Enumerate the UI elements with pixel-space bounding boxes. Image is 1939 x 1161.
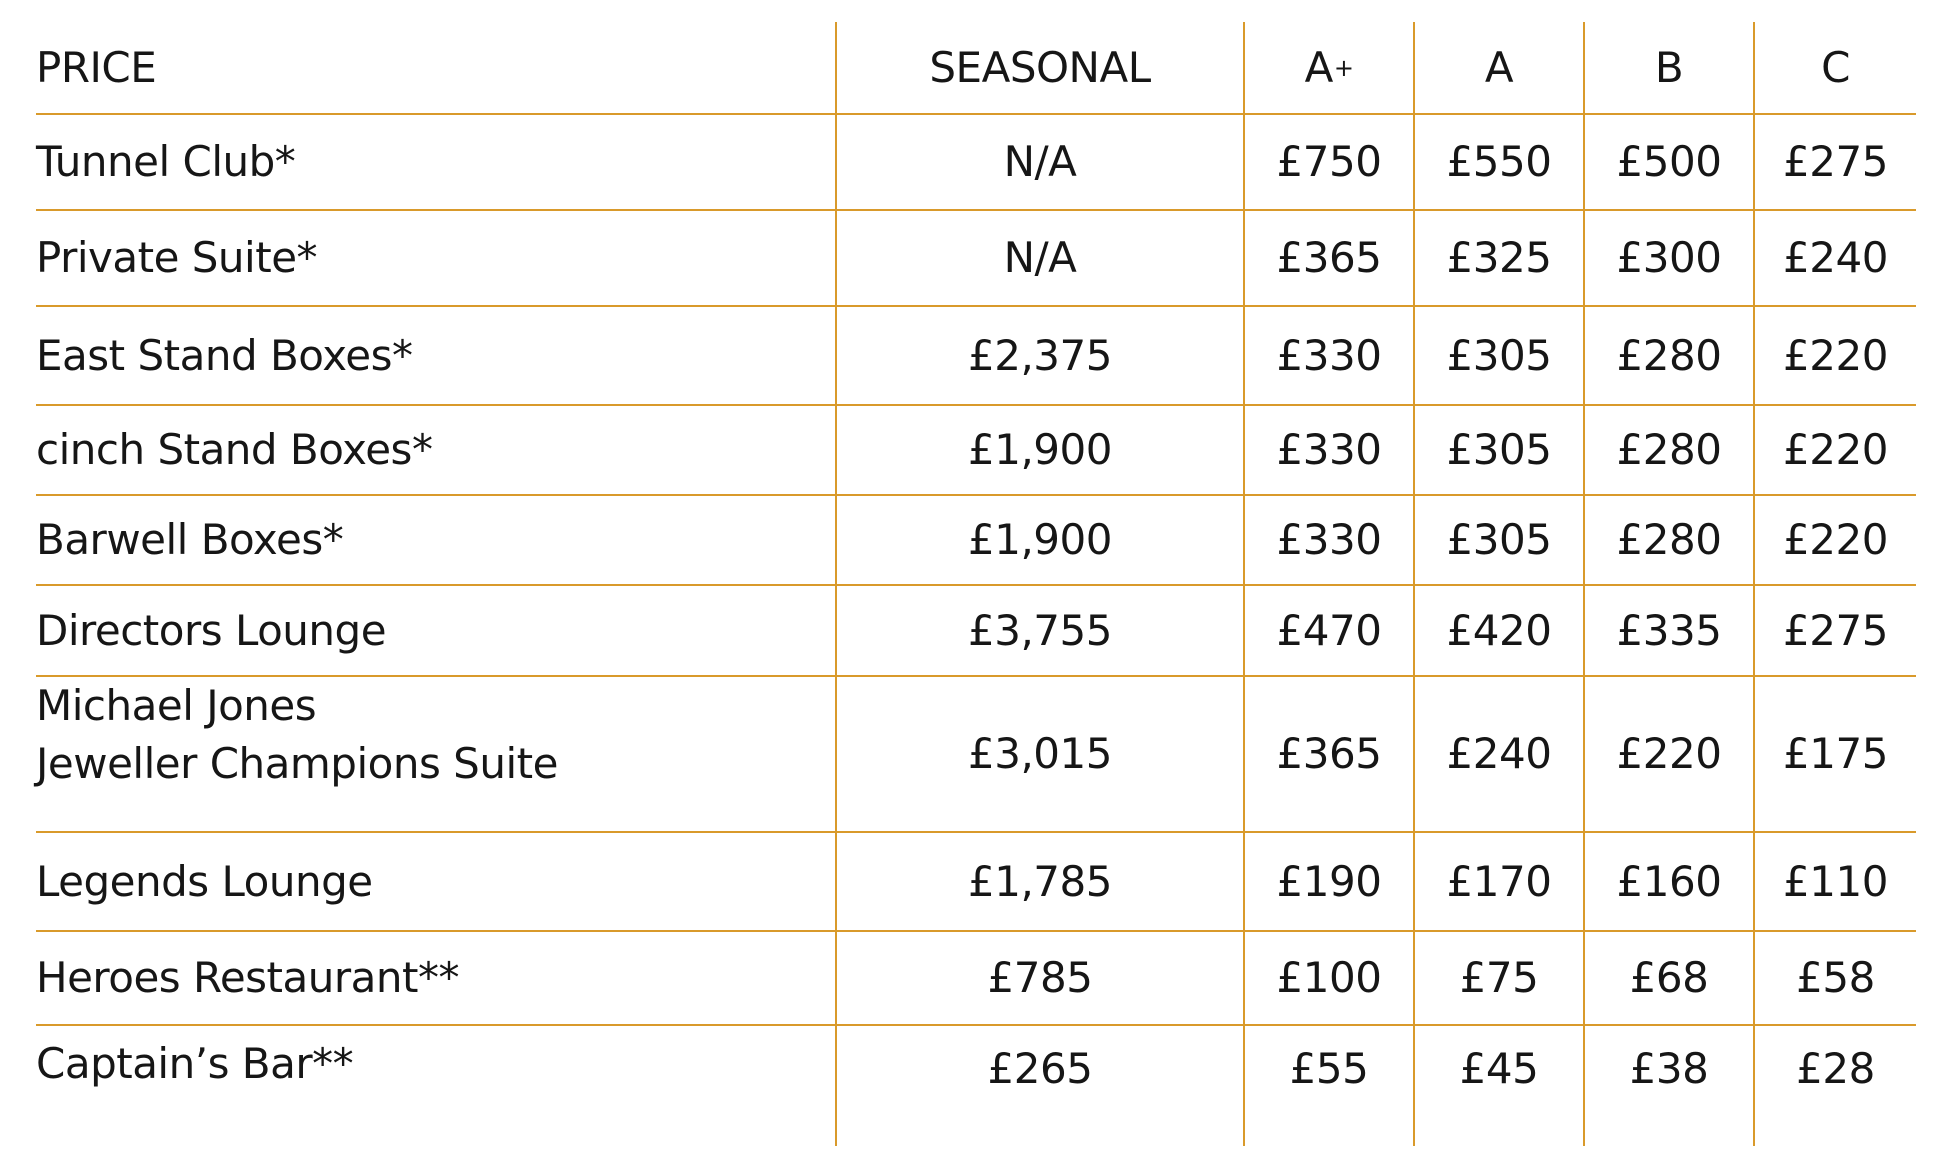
row-name: Barwell Boxes* — [36, 515, 344, 564]
a-price: £305 — [1446, 330, 1552, 380]
a-price: £305 — [1446, 425, 1552, 474]
row-name: East Stand Boxes* — [36, 330, 413, 380]
seasonal-price: £1,900 — [968, 425, 1112, 474]
a-price: £240 — [1446, 729, 1552, 778]
a-price: £550 — [1446, 137, 1552, 186]
row-name: cinch Stand Boxes* — [36, 425, 433, 474]
a-price: £420 — [1446, 605, 1552, 655]
seasonal-price: £1,900 — [968, 515, 1112, 564]
c-price: £220 — [1783, 515, 1888, 564]
header-b: B — [1654, 42, 1684, 92]
b-price: £500 — [1616, 137, 1722, 186]
row-name: Private Suite* — [36, 233, 318, 282]
b-price: £160 — [1616, 856, 1722, 906]
a-plus-price: £100 — [1276, 953, 1382, 1002]
header-a-plus-letter: A — [1304, 42, 1333, 92]
c-price: £220 — [1783, 330, 1888, 380]
a-price: £305 — [1446, 515, 1552, 564]
seasonal-price: £3,015 — [968, 729, 1112, 778]
row-name-line: Jeweller Champions Suite — [36, 739, 558, 788]
b-price: £280 — [1616, 425, 1722, 474]
a-plus-price: £470 — [1276, 605, 1382, 655]
c-price: £175 — [1783, 729, 1888, 778]
c-price: £220 — [1783, 425, 1888, 474]
a-price: £170 — [1446, 856, 1552, 906]
b-price: £300 — [1616, 233, 1722, 282]
row-name: Captain’s Bar** — [36, 1038, 354, 1088]
row-name-line: Michael Jones — [36, 681, 317, 730]
b-price: £220 — [1616, 729, 1722, 778]
c-price: £58 — [1796, 953, 1875, 1002]
b-price: £38 — [1629, 1044, 1709, 1093]
seasonal-price: £3,755 — [968, 605, 1112, 655]
seasonal-price: £1,785 — [968, 856, 1112, 906]
a-plus-price: £365 — [1276, 729, 1382, 778]
seasonal-price: £265 — [987, 1044, 1093, 1093]
header-c: C — [1821, 42, 1850, 92]
row-name — [36, 677, 835, 831]
a-price: £75 — [1459, 953, 1539, 1002]
a-price: £45 — [1459, 1044, 1539, 1093]
c-price: £275 — [1783, 605, 1888, 655]
b-price: £335 — [1616, 605, 1722, 655]
a-plus-price: £190 — [1276, 856, 1382, 906]
b-price: £68 — [1629, 953, 1709, 1002]
a-plus-price: £750 — [1276, 137, 1382, 186]
b-price: £280 — [1616, 330, 1722, 380]
header-price: PRICE — [36, 42, 157, 92]
seasonal-price: N/A — [1003, 233, 1077, 282]
header-a-plus: A + — [1245, 22, 1413, 113]
a-plus-price: £330 — [1276, 515, 1382, 564]
row-name: Legends Lounge — [36, 856, 373, 906]
row-name: Heroes Restaurant** — [36, 953, 459, 1002]
seasonal-price: £785 — [987, 953, 1093, 1002]
a-plus-price: £365 — [1276, 233, 1382, 282]
header-a: A — [1484, 42, 1514, 92]
seasonal-price: N/A — [1003, 137, 1077, 186]
c-price: £275 — [1783, 137, 1888, 186]
price-table — [36, 22, 1916, 1146]
seasonal-price: £2,375 — [968, 330, 1112, 380]
a-plus-price: £55 — [1289, 1044, 1369, 1093]
a-price: £325 — [1446, 233, 1552, 282]
c-price: £28 — [1796, 1044, 1875, 1093]
row-name: Tunnel Club* — [36, 137, 296, 186]
b-price: £280 — [1616, 515, 1722, 564]
header-seasonal: SEASONAL — [929, 42, 1151, 92]
a-plus-price: £330 — [1276, 330, 1382, 380]
row-name: Directors Lounge — [36, 605, 387, 655]
c-price: £110 — [1783, 856, 1888, 906]
c-price: £240 — [1783, 233, 1888, 282]
a-plus-price: £330 — [1276, 425, 1382, 474]
